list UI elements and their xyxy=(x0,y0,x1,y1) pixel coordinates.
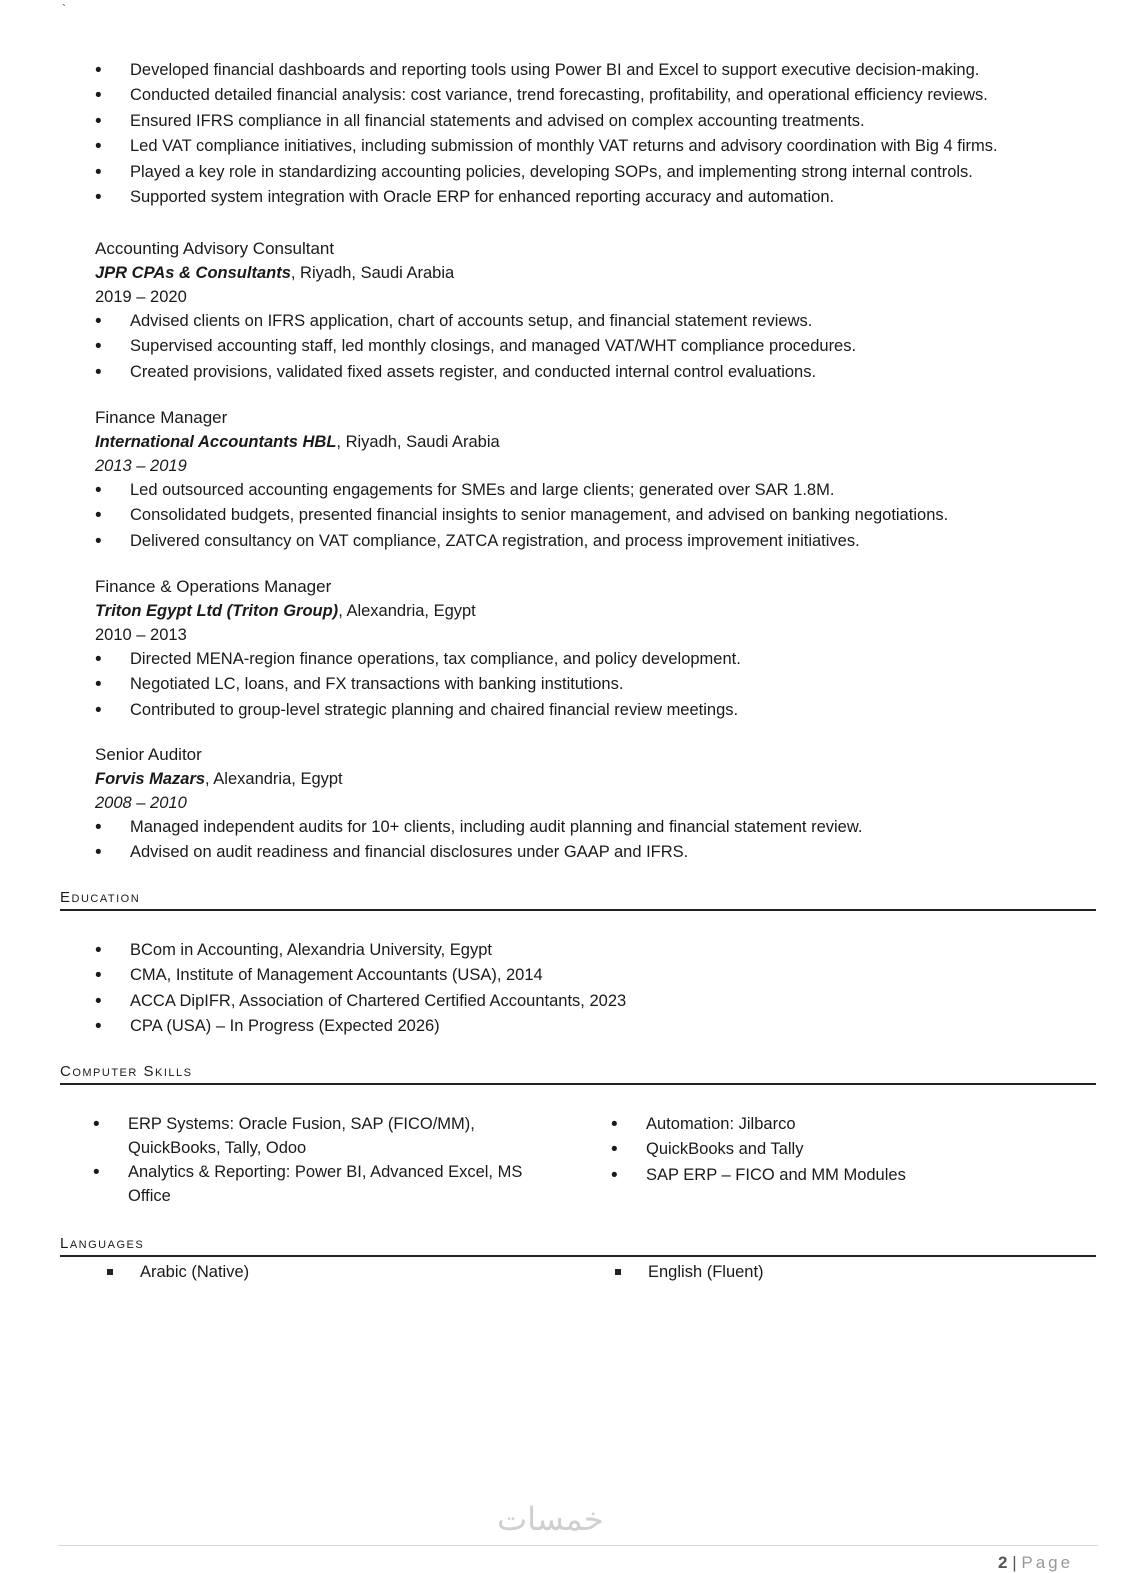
list-item: • Developed financial dashboards and reporting tools using Power BI and Excel to support executive decision-making. xyxy=(95,58,998,83)
list-item: • Advised clients on IFRS application, chart of accounts setup, and financial statement reviews. xyxy=(95,309,856,334)
list-item: Arabic (Native) xyxy=(106,1260,249,1285)
bullet-list xyxy=(95,309,856,385)
company-line xyxy=(95,599,741,623)
job-title: Finance Manager xyxy=(95,408,228,427)
list-item: • Led outsourced accounting engagements for SMEs and large clients; generated over SAR 1.8M. xyxy=(95,478,948,503)
section-heading-languages: Languages xyxy=(60,1235,1096,1257)
job-location: , Riyadh, Saudi Arabia xyxy=(336,433,500,451)
bullet-list xyxy=(95,58,998,210)
list-item: • Directed MENA-region finance operations, tax compliance, and policy development. xyxy=(95,647,741,672)
list-item: • Supervised accounting staff, led monthly closings, and managed VAT/WHT compliance procedures. xyxy=(95,334,856,359)
list-item: • CMA, Institute of Management Accountants (USA), 2014 xyxy=(95,963,626,988)
bullet-list xyxy=(95,815,862,866)
section-heading-computer-skills: Computer Skills xyxy=(60,1063,1096,1085)
list-item: • Created provisions, validated fixed assets register, and conducted internal control evaluations. xyxy=(95,360,856,385)
bullet-list xyxy=(95,478,948,554)
company-name: JPR CPAs & Consultants xyxy=(95,264,291,282)
list-item: • Analytics & Reporting: Power BI, Advanced Excel, MS Office xyxy=(93,1160,548,1208)
list-item: • Ensured IFRS compliance in all financial statements and advised on complex accounting treatments. xyxy=(95,109,998,134)
skills-left-column xyxy=(93,1112,563,1208)
job-location: , Alexandria, Egypt xyxy=(338,602,476,620)
job-dates: 2008 – 2010 xyxy=(95,794,187,812)
list-item: English (Fluent) xyxy=(614,1260,764,1285)
bullet-list xyxy=(611,1112,1061,1188)
list-item: • Conducted detailed financial analysis: cost variance, trend forecasting, profitability, and operational efficiency reviews. xyxy=(95,83,998,108)
list-item: • Managed independent audits for 10+ clients, including audit planning and financial statement review. xyxy=(95,815,862,840)
list-item: • BCom in Accounting, Alexandria University, Egypt xyxy=(95,938,626,963)
language-right xyxy=(614,1260,764,1285)
job-title: Senior Auditor xyxy=(95,745,202,764)
list-item: • Consolidated budgets, presented financial insights to senior management, and advised on banking negotiations. xyxy=(95,503,948,528)
job-entry-finance-operations xyxy=(95,575,741,723)
list-item: • Contributed to group-level strategic planning and chaired financial review meetings. xyxy=(95,698,741,723)
job-entry-senior-auditor xyxy=(95,743,862,866)
list-item: • CPA (USA) – In Progress (Expected 2026) xyxy=(95,1014,626,1039)
list-item: • Supported system integration with Oracle ERP for enhanced reporting accuracy and automation. xyxy=(95,185,998,210)
job-location: , Alexandria, Egypt xyxy=(205,770,343,788)
job-location: , Riyadh, Saudi Arabia xyxy=(290,264,455,282)
language-left xyxy=(106,1260,249,1285)
job-dates: 2013 – 2019 xyxy=(95,457,187,475)
job-entry-accounting-advisory xyxy=(95,237,856,385)
watermark-logo: خمسات xyxy=(497,1500,604,1538)
company-name: Forvis Mazars xyxy=(95,770,206,788)
list-item: • ACCA DipIFR, Association of Chartered Certified Accountants, 2023 xyxy=(95,989,626,1014)
square-list xyxy=(614,1260,764,1285)
job-title: Accounting Advisory Consultant xyxy=(95,239,335,258)
list-item: • Played a key role in standardizing accounting policies, developing SOPs, and implementing strong internal controls. xyxy=(95,160,998,185)
previous-job-bullets xyxy=(95,58,998,210)
page-number xyxy=(998,1553,1073,1573)
company-line xyxy=(95,261,856,285)
job-dates: 2019 – 2020 xyxy=(95,288,187,306)
bullet-list xyxy=(93,1112,563,1208)
company-name: Triton Egypt Ltd (Triton Group) xyxy=(95,602,339,620)
section-heading-education: Education xyxy=(60,889,1096,911)
stray-mark: ` xyxy=(62,2,66,16)
list-item: • SAP ERP – FICO and MM Modules xyxy=(611,1163,1061,1188)
page-number-value: 2 xyxy=(998,1553,1008,1572)
education-list xyxy=(95,938,626,1040)
job-dates: 2010 – 2013 xyxy=(95,626,187,644)
skills-right-column xyxy=(611,1112,1061,1188)
page-word: Page xyxy=(1021,1553,1074,1572)
company-line xyxy=(95,767,862,791)
list-item: • Negotiated LC, loans, and FX transactions with banking institutions. xyxy=(95,672,741,697)
page-separator: | xyxy=(1012,1553,1017,1572)
list-item: • Automation: Jilbarco xyxy=(611,1112,1061,1137)
bullet-list xyxy=(95,938,626,1040)
list-item: • ERP Systems: Oracle Fusion, SAP (FICO/MM), QuickBooks, Tally, Odoo xyxy=(93,1112,563,1160)
company-name: International Accountants HBL xyxy=(95,433,337,451)
bullet-list xyxy=(95,647,741,723)
footer-divider xyxy=(58,1545,1098,1546)
job-entry-finance-manager xyxy=(95,406,948,554)
list-item: • Advised on audit readiness and financial disclosures under GAAP and IFRS. xyxy=(95,840,862,865)
list-item: • QuickBooks and Tally xyxy=(611,1137,1061,1162)
company-line xyxy=(95,430,948,454)
job-title: Finance & Operations Manager xyxy=(95,577,332,596)
list-item: • Led VAT compliance initiatives, including submission of monthly VAT returns and advisory coordination with Big 4 firms. xyxy=(95,134,998,159)
list-item: • Delivered consultancy on VAT compliance, ZATCA registration, and process improvement initiatives. xyxy=(95,529,948,554)
square-list xyxy=(106,1260,249,1285)
